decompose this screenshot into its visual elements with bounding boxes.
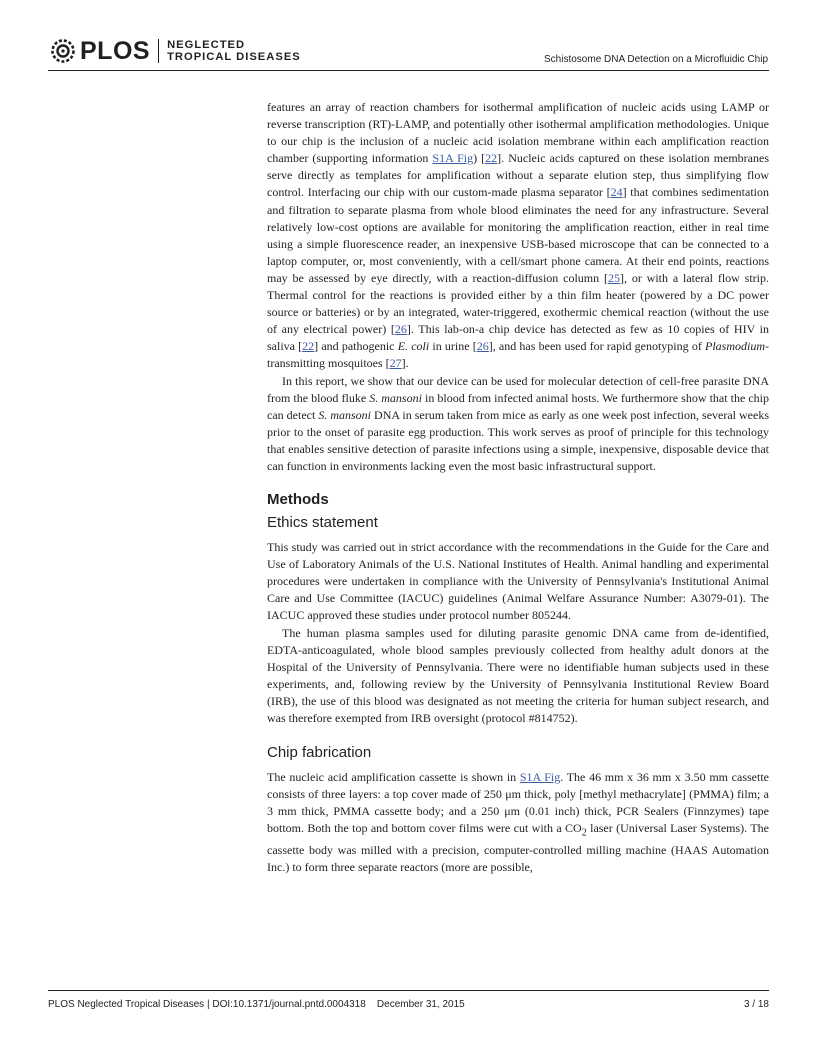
- logo-divider: [158, 39, 159, 63]
- chip-fabrication-paragraph: [267, 769, 769, 876]
- journal-name-line2: TROPICAL DISEASES: [167, 51, 301, 63]
- species-name: S. mansoni: [369, 390, 422, 405]
- citation-link[interactable]: 27: [389, 356, 402, 371]
- plos-logo-icon: [50, 38, 76, 64]
- text-span: ]. Nucleic acids captured on these isolation membranes serve directly as templates for amplification without a separate elution step, thus simplifying flow control. Interfacing our chip with our custom-made plasma separator [: [267, 151, 770, 200]
- citation-link[interactable]: 24: [610, 185, 623, 200]
- text-span: in blood from infected animal hosts. We furthermore show that the chip can detect: [267, 390, 769, 422]
- footer-citation: PLOS Neglected Tropical Diseases | DOI:10.1371/journal.pntd.0004318 December 31, 2015: [48, 999, 465, 1010]
- text-span: ], and has been used for rapid genotyping of: [488, 339, 705, 354]
- text-span: ] and pathogenic: [314, 339, 398, 354]
- section-heading-methods: Methods: [267, 491, 329, 509]
- ethics-paragraph-1: This study was carried out in strict accordance with the recommendations in the Guide for the Care and Use of Laboratory Animals of the U.S. National Institutes of Health. Animal handling and experimental procedures were undertaken in compliance with the University of Pennsylvania's Institutional Animal Care and Use Committee (IACUC) guidelines (Animal Welfare Assurance Number: A3079-01). The IACUC approved these studies under protocol number 805244.: [267, 540, 769, 623]
- text-span: in urine [: [429, 339, 477, 354]
- ethics-paragraph-2: The human plasma samples used for diluting parasite genomic DNA came from de-identified, EDTA-anticoagulated, whole blood samples previously collected from healthy adult donors at the Hospital of the University of Pennsylvania. There were no identifiable human subjects used in these experiments, and, following review by the University of Pennsylvania Institutional Review Board (IRB), the use of this blood was designated as not meeting the criteria for human subject research, and was therefore exempted from IRB oversight (protocol #814752).: [267, 625, 769, 725]
- text-span: DNA in serum taken from mice as early as one week post infection, several weeks prior to the onset of parasite egg production. This work serves as proof of principle for this technology that enables sensitive detection of parasite infections using a simple, inexpensive, disposable device that can function in environments lacking even the most basic infrastructural support.: [267, 407, 770, 473]
- species-name: E. coli: [397, 339, 430, 354]
- subsection-heading-ethics: Ethics statement: [267, 514, 378, 532]
- text-span: ], or with a lateral flow strip. Thermal control for the reactions is provided either by a thin film heater (powered by a DC power source or batteries) or by an integrated, water-triggered, exothermic chemical reaction (without the use of any electrical power) [: [267, 270, 769, 337]
- species-name: Plasmodium: [705, 339, 765, 354]
- species-name: S. mansoni: [318, 407, 372, 422]
- header-rule: [48, 70, 769, 71]
- page-header: [0, 0, 816, 80]
- page-number: 3 / 18: [743, 999, 769, 1010]
- text-span: ].: [401, 356, 409, 371]
- text-span: ]. This lab-on-a chip device has detected as few as 10 copies of HIV in saliva [: [267, 322, 770, 354]
- citation-link[interactable]: 26: [394, 322, 407, 337]
- text-span: laser (Universal Laser Systems). The cassette body was milled with a precision, computer-controlled milling machine (HAAS Automation Inc.) to form three separate reactors (more are possible,: [267, 821, 769, 874]
- journal-logo[interactable]: [50, 36, 301, 66]
- text-span: ] that combines sedimentation and filtration to separate plasma from whole blood eliminates the need for any infrastructure. Several relatively low-cost options are available for monitoring the amplification reaction, either in real time using a simple fluorescence reader, an inexpensive USB-based microscope that can be connected to a laptop computer, or, most conveniently, with a cell/smart phone camera. At their end points, reactions may be assessed by eye directly, with a reaction-diffusion column [: [267, 185, 769, 285]
- text-span: . The 46 mm x 36 mm x 3.50 mm cassette consists of three layers: a top cover made of 250 μm thick, poly [methyl methacrylate] (PMMA) film; a 3 mm thick, PMMA cassette body; and a 250 μm (0.01 inch) thick, PCR Sealers (Finnzymes) tape bottom. Both the top and bottom cover films were cut with a CO: [267, 770, 769, 836]
- text-span: ) [: [473, 151, 486, 166]
- logo-wordmark: PLOS: [80, 37, 151, 65]
- intro-paragraph-2: [267, 373, 769, 476]
- subsection-heading-chip-fabrication: Chip fabrication: [267, 744, 372, 762]
- footer-rule: [48, 990, 769, 991]
- citation-link[interactable]: 26: [476, 339, 489, 354]
- text-span: In this report, we show that our device can be used for molecular detection of cell-free parasite DNA from the blood fluke: [267, 373, 769, 405]
- citation-link[interactable]: 22: [485, 151, 498, 166]
- article-body: [267, 99, 769, 876]
- figure-link[interactable]: S1A Fig: [519, 770, 561, 785]
- journal-name-line1: NEGLECTED: [167, 39, 246, 51]
- citation-link[interactable]: 25: [607, 270, 620, 285]
- text-span: The nucleic acid amplification cassette is shown in: [267, 770, 520, 785]
- intro-paragraph-1: [267, 99, 769, 373]
- running-title: Schistosome DNA Detection on a Microfluidic Chip: [544, 54, 768, 65]
- journal-name: [167, 39, 301, 63]
- subscript: 2: [581, 827, 587, 839]
- citation-link[interactable]: 22: [302, 339, 315, 354]
- text-span: features an array of reaction chambers for isothermal amplification of nucleic acids using LAMP or reverse transcription (RT)-LAMP, and potentially other isothermal amplification methodologies. Unique to our chip is the inclusion of a nucleic acid isolation membrane within each amplification reaction chamber (supporting information: [267, 100, 769, 166]
- figure-link[interactable]: S1A Fig: [432, 151, 474, 166]
- text-span: -transmitting mosquitoes [: [267, 339, 769, 371]
